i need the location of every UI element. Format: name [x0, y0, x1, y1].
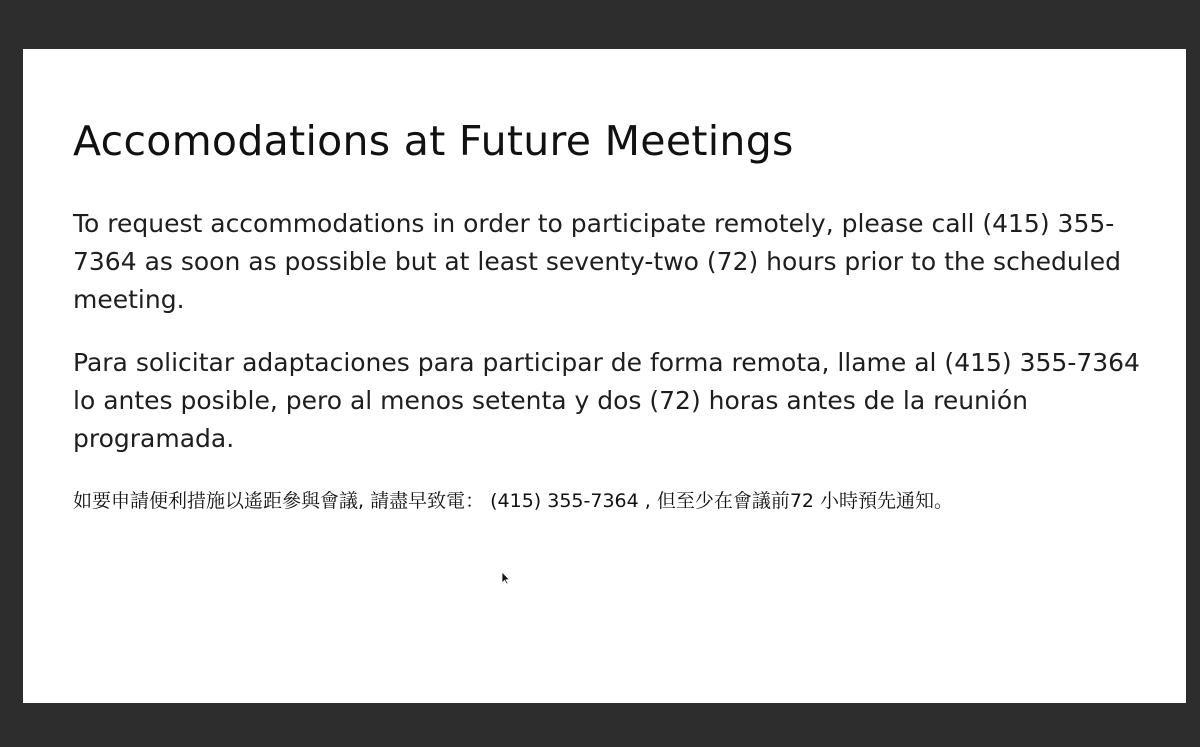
mouse-pointer-icon [501, 571, 511, 585]
slide-title: Accomodations at Future Meetings [73, 117, 794, 165]
paragraph-chinese: 如要申請便利措施以遙距參與會議, 請盡早致電： (415) 355-7364 , 但至少在會議前72 小時預先通知。 [73, 490, 954, 512]
paragraph-spanish: Para solicitar adaptaciones para participar de forma remota, llame al (415) 355-7364 lo antes posible, pero al menos setenta y dos (72) horas antes de la reunión programada. [73, 348, 1140, 453]
presentation-slide [23, 49, 1186, 703]
paragraph-english: To request accommodations in order to participate remotely, please call (415) 355-7364 as soon as possible but at least seventy-two (72) hours prior to the scheduled meeting. [73, 209, 1121, 314]
